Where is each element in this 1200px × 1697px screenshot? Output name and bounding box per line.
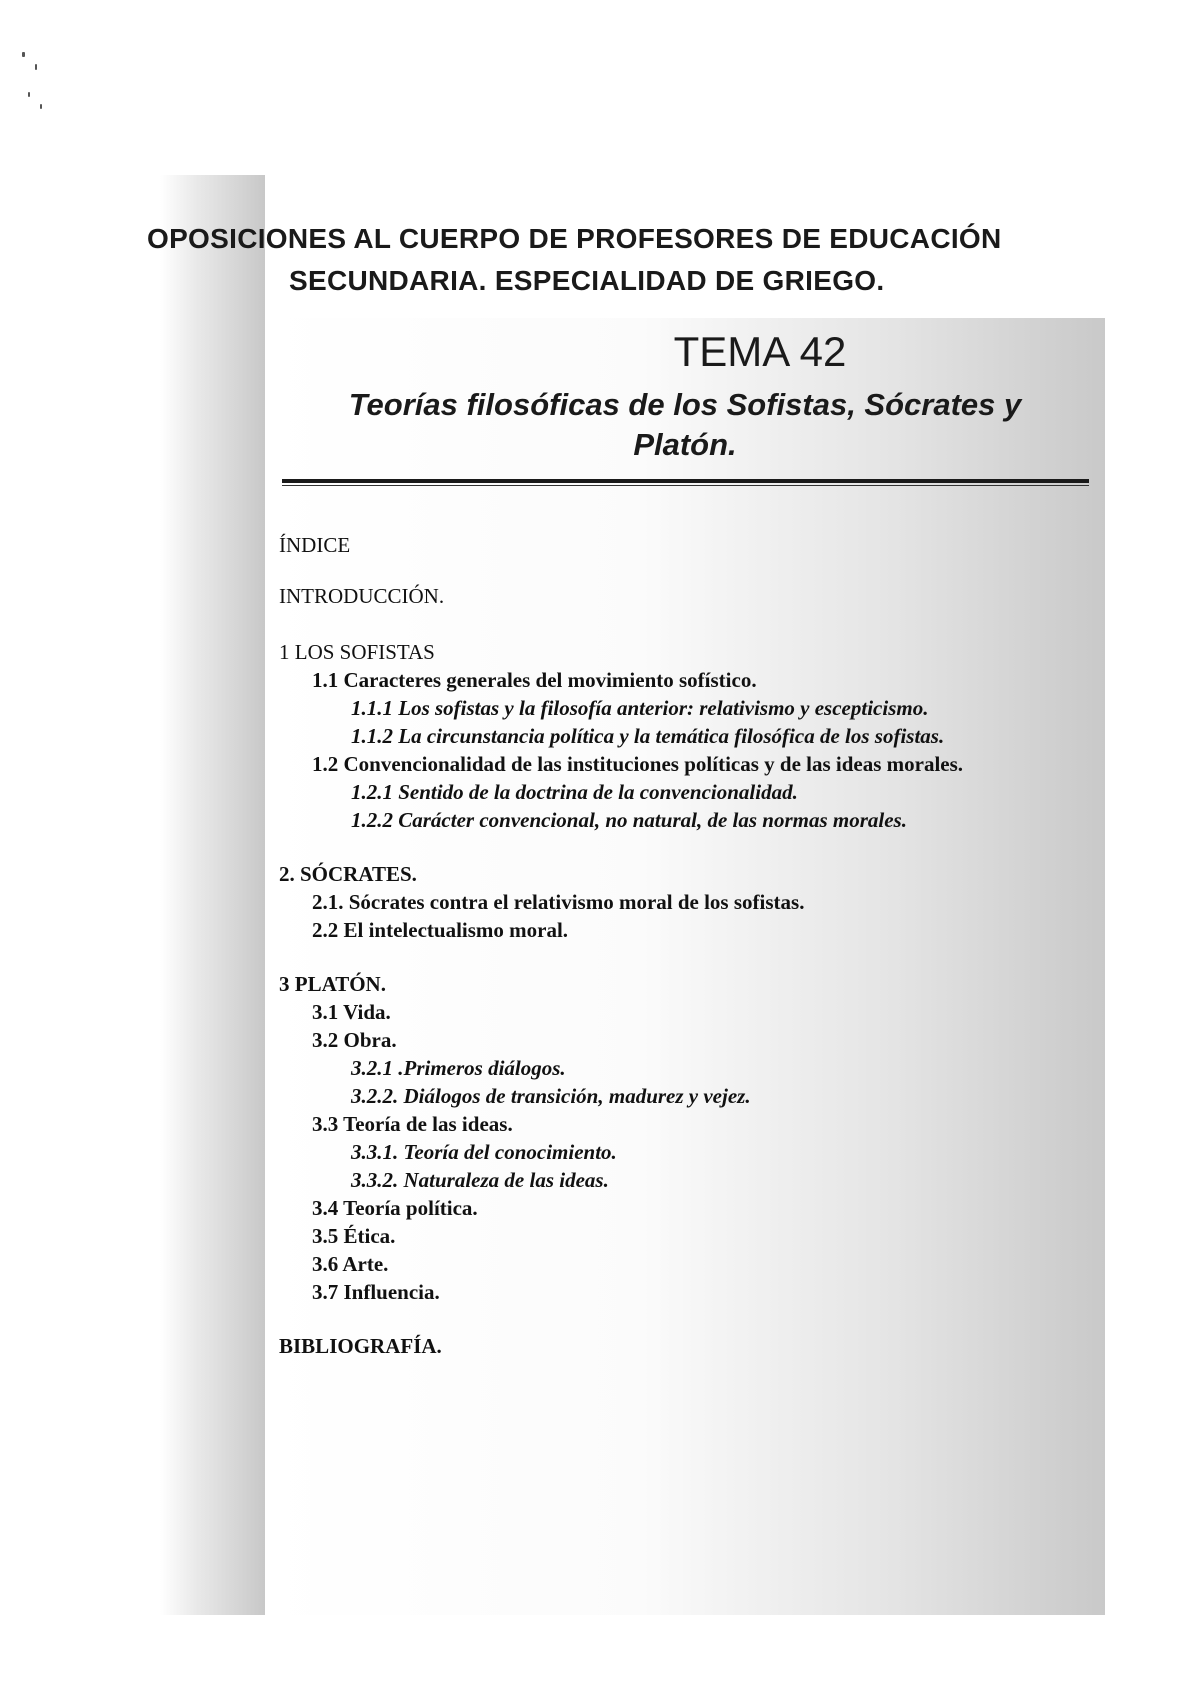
scan-speck bbox=[28, 92, 30, 97]
toc-entry: 2.2 El intelectualismo moral. bbox=[312, 918, 569, 942]
toc-entry: 1.1.2 La circunstancia política y la temática filosófica de los sofistas. bbox=[351, 724, 945, 748]
toc-entry: 3.3.2. Naturaleza de las ideas. bbox=[351, 1168, 609, 1192]
toc-entry: 2. SÓCRATES. bbox=[279, 862, 417, 886]
toc-entry: 2.1. Sócrates contra el relativismo moral de los sofistas. bbox=[312, 890, 805, 914]
toc-heading: ÍNDICE bbox=[279, 533, 351, 557]
toc-entry: 3 PLATÓN. bbox=[279, 972, 386, 996]
toc-entry: 3.5 Ética. bbox=[312, 1224, 396, 1248]
toc-entry: 1.1.1 Los sofistas y la filosofía anterior: relativismo y escepticismo. bbox=[351, 696, 929, 720]
toc-entry: 3.3.1. Teoría del conocimiento. bbox=[351, 1140, 617, 1164]
toc-entry: BIBLIOGRAFÍA. bbox=[279, 1334, 442, 1358]
toc-entry: 3.2 Obra. bbox=[312, 1028, 397, 1052]
toc-entry: 3.1 Vida. bbox=[312, 1000, 391, 1024]
tema-title-line-1: Teorías filosóficas de los Sofistas, Sócrates y bbox=[348, 387, 1022, 422]
scan-speck bbox=[40, 104, 42, 109]
title-divider-thin bbox=[282, 485, 1089, 486]
scan-shadow-left bbox=[160, 175, 265, 1615]
toc-entry: INTRODUCCIÓN. bbox=[279, 584, 445, 608]
toc-entry: 3.4 Teoría política. bbox=[312, 1196, 478, 1220]
toc-entry: 1.2.1 Sentido de la doctrina de la convencionalidad. bbox=[351, 780, 798, 804]
toc-entry: 3.2.2. Diálogos de transición, madurez y vejez. bbox=[351, 1084, 751, 1108]
tema-title bbox=[265, 385, 1105, 465]
header-line-1: OPOSICIONES AL CUERPO DE PROFESORES DE EDUCACIÓN bbox=[147, 223, 1002, 254]
tema-number: TEMA 42 bbox=[673, 328, 847, 375]
toc-entry: 3.2.1 .Primeros diálogos. bbox=[351, 1056, 566, 1080]
toc-entry: 1.2 Convencionalidad de las instituciones políticas y de las ideas morales. bbox=[312, 752, 964, 776]
toc-entry: 1 LOS SOFISTAS bbox=[279, 640, 435, 664]
toc-entry: 1.2.2 Carácter convencional, no natural, de las normas morales. bbox=[351, 808, 907, 832]
title-divider bbox=[282, 479, 1089, 483]
toc-entry: 3.7 Influencia. bbox=[312, 1280, 440, 1304]
toc-entry: 1.1 Caracteres generales del movimiento sofístico. bbox=[312, 668, 757, 692]
scan-shadow-panel bbox=[265, 318, 1105, 1615]
toc-entry: 3.3 Teoría de las ideas. bbox=[312, 1112, 513, 1136]
scan-speck bbox=[22, 52, 25, 57]
scan-speck bbox=[35, 64, 37, 70]
header-line-2: SECUNDARIA. ESPECIALIDAD DE GRIEGO. bbox=[289, 265, 885, 296]
tema-title-line-2: Platón. bbox=[633, 427, 737, 462]
toc-entry: 3.6 Arte. bbox=[312, 1252, 389, 1276]
